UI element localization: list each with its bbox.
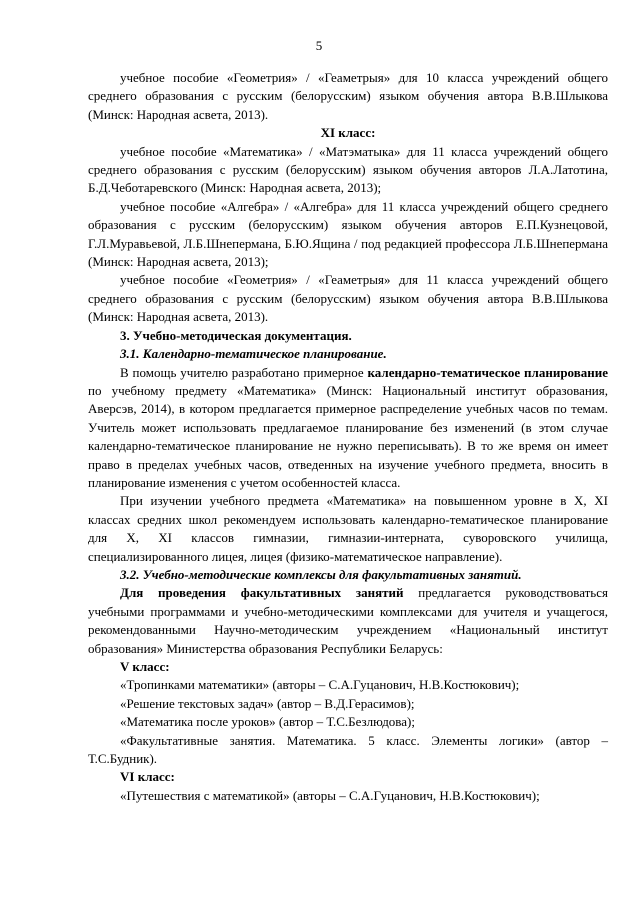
subsection-heading: 3.1. Календарно-тематическое планирование. [120, 346, 387, 362]
list-item: «Путешествия с математикой» (авторы – С.А.Гуцанович, Н.В.Костюкович); [120, 787, 540, 803]
list-item: «Тропинками математики» (авторы – С.А.Гуцанович, Н.В.Костюкович); [120, 677, 520, 693]
list-item: «Математика после уроков» (автор – Т.С.Безлюдова); [120, 714, 415, 730]
paragraph [88, 584, 608, 658]
paragraph [88, 364, 608, 493]
grade-label: V класс: [120, 659, 170, 674]
list-item: «Факультативные занятия. Математика. 5 класс. Элементы логики» (автор – Т.С.Будник). [88, 732, 608, 767]
section-heading: 3. Учебно-методическая документация. [120, 327, 352, 343]
paragraph-text: по учебному предмету «Математика» (Минск: Национальный институт образования, Аверсэв, 2014), в котором предлагается примерное распределение учебных часов по темам. Учитель может использовать предлагаемое планирование без изменений (в этом случае календарно-тематическое планирование не нужно переписывать). В то же время он имеет право в пределах учебных часов, отведенных на изучение учебного предмета, вносить в планирование изменения с учетом особенностей класса. [88, 382, 608, 490]
paragraph-text: В помощь учителю разработано примерное [120, 364, 368, 380]
grade-label: VI класс: [120, 769, 175, 785]
grade-heading: XI класс: [320, 125, 376, 141]
page-number: 5 [315, 38, 323, 53]
paragraph: учебное пособие «Математика» / «Матэматыка» для 11 класса учреждений общего среднего образования с русским (белорусским) языком обучения авторов Л.А.Латотина, Б.Д.Чеботаревского (Минск: Народная асвета, 2013); [88, 143, 608, 196]
bold-term: Для проведения факультативных занятий [120, 585, 404, 601]
paragraph-text: предлагается руководствоваться учебными программами и учебно-методическими комплексами для учителя и учащегося, рекомендованными Научно-методическим учреждением «Национальный институт образования» Министерства образования Республики Беларусь: [88, 585, 608, 656]
paragraph: учебное пособие «Алгебра» / «Алгебра» для 11 класса учреждений общего среднего образования с русским (белорусским) языком обучения авторов Е.П.Кузнецовой, Г.Л.Муравьевой, Л.Б.Шнепермана, Б.Ю.Ящина / под редакцией профессора Л.Б.Шнепермана (Минск: Народная асвета, 2013); [88, 198, 608, 270]
document-body [88, 69, 608, 805]
paragraph: При изучении учебного предмета «Математика» на повышенном уровне в X, XI классах средних школ рекомендуем использовать календарно-тематическое планирование для X, XI классов гимназии, гимназии-интерната, суворовского училища, специализированного лицея, лицея (физико-математическое направление). [88, 493, 608, 564]
paragraph: учебное пособие «Геометрия» / «Геаметрыя» для 11 класса учреждений общего среднего образования с русским (белорусским) языком обучения автора В.В.Шлыкова (Минск: Народная асвета, 2013). [88, 272, 608, 325]
bold-term: календарно-тематическое планирование [367, 364, 608, 380]
paragraph: учебное пособие «Геометрия» / «Геаметрыя» для 10 класса учреждений общего среднего образования с русским (белорусским) языком обучения автора В.В.Шлыкова (Минск: Народная асвета, 2013). [88, 70, 608, 122]
list-item: «Решение текстовых задач» (автор – В.Д.Герасимов); [120, 695, 415, 711]
subsection-heading: 3.2. Учебно-методические комплексы для факультативных занятий. [120, 566, 522, 582]
